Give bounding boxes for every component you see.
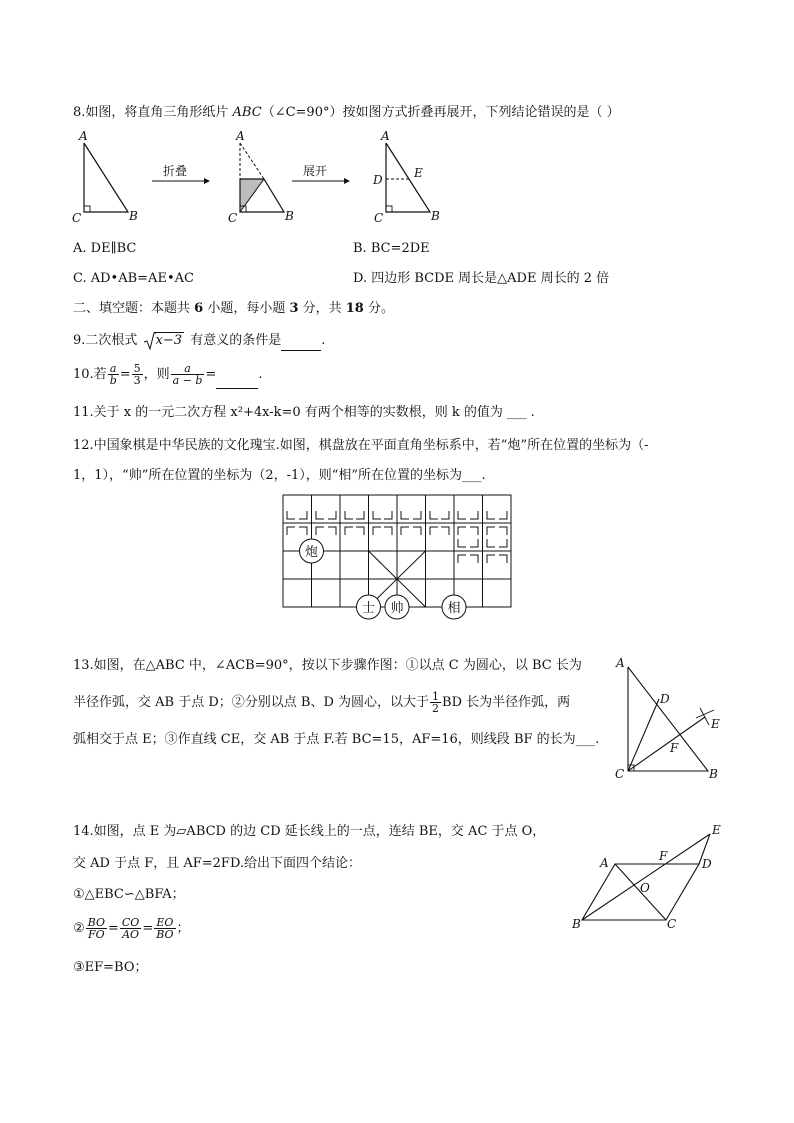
q8-arrow-unfold — [292, 164, 350, 184]
q8-arrow-fold — [152, 163, 210, 184]
q10-frac1-num: a — [108, 363, 119, 375]
q8-label-D3: D — [373, 173, 383, 187]
q14-label-O: O — [640, 881, 650, 895]
q14-f2-num: CO — [121, 916, 140, 929]
q13-label-C: C — [615, 767, 625, 781]
q8-label-E3: E — [414, 166, 423, 180]
q12-line2: 1，1），“帅”所在位置的坐标为（2，-1），则“相”所在位置的坐标为___. — [73, 468, 486, 483]
q14-f3-num: EO — [154, 917, 175, 929]
q10-frac-5-3 — [132, 363, 143, 386]
q12-piece-pao-label: 炮 — [304, 545, 319, 560]
q12-piece-xiang — [442, 595, 466, 619]
q12-piece-xiang-label: 相 — [447, 601, 461, 616]
q12-chessboard — [283, 495, 513, 620]
section-2-mid1: 小题，每小题 — [203, 301, 290, 316]
q10-eq2: = — [205, 367, 217, 382]
q14-label-B: B — [572, 917, 581, 931]
q14-label-D: D — [702, 857, 712, 871]
q14-label-A: A — [600, 856, 609, 870]
q12-piece-shuai-label: 帅 — [390, 601, 404, 616]
q12-line1: 12.中国象棋是中华民族的文化瑰宝.如图，棋盘放在平面直角坐标系中，若“炮”所在位置的坐标为（- — [73, 438, 649, 453]
q8-triangle-original — [72, 129, 138, 225]
q8-label-C1: C — [72, 211, 82, 225]
q9-suffix: 有意义的条件是 — [190, 333, 282, 348]
q10-frac3-den: a − b — [172, 374, 203, 387]
q11: 11.关于 x 的一元二次方程 x²+4x-k=0 有两个相等的实数根，则 k 的值为 ___ . — [73, 405, 535, 420]
q12-piece-shuai — [385, 595, 409, 619]
section-2-mid2: 分，共 — [298, 301, 346, 316]
q8-label-C2: C — [228, 211, 238, 225]
q10-mid: ，则 — [143, 367, 170, 382]
q14-label-F: F — [659, 849, 668, 863]
q10-frac1-den: b — [109, 374, 117, 387]
q10-frac2-num: 5 — [133, 362, 141, 375]
q14-label-C: C — [667, 917, 677, 931]
section-2-head: 二、填空题：本题共 — [73, 301, 195, 316]
q8-label-A2: A — [236, 129, 245, 143]
q14-conclusion-1: ①△EBC∽△BFA； — [73, 887, 185, 902]
q8-option-b: B. BC=2DE — [353, 241, 430, 256]
q8-stem — [73, 104, 620, 122]
q10 — [73, 362, 263, 389]
q13-line3: 弧相交于点 E；③作直线 CE，交 AB 于点 F.若 BC=15，AF=16，则线段 BF 的长为___. — [73, 732, 600, 747]
q8-label-B3: B — [431, 209, 440, 223]
q8-triangle-folded — [228, 129, 294, 225]
section-2-tail: 分。 — [363, 301, 394, 316]
q13-line1: 13.如图，在△ABC 中，∠ACB=90°，按以下步骤作图：①以点 C 为圆心，以 BC 长为 — [73, 658, 582, 673]
q8-label-A1: A — [79, 129, 88, 143]
q8-arrow-unfold-label: 展开 — [303, 164, 328, 178]
section-2-count: 6 — [194, 301, 204, 316]
q13-half — [430, 691, 441, 714]
q13-figure — [608, 655, 738, 785]
q9-radicand: x−3 — [155, 333, 183, 348]
q8-label-B2: B — [285, 209, 294, 223]
q14-f1-den: FO — [87, 928, 105, 941]
q8-option-a: A. DE∥BC — [73, 241, 137, 256]
q14-c2-mark: ② — [73, 921, 85, 936]
q8-option-c: C. AD•AB=AE•AC — [73, 271, 194, 286]
section-2-total: 18 — [345, 301, 364, 316]
q14-frac-co-ao — [120, 917, 141, 940]
q13-half-den: 2 — [432, 702, 440, 715]
q8-label-A3: A — [381, 129, 390, 143]
q10-frac2-den: 3 — [133, 374, 141, 387]
q9-prefix: 9.二次根式 — [73, 333, 138, 348]
q14-f3-den: BO — [156, 928, 174, 941]
q10-frac-target — [171, 363, 205, 386]
q8-triangle-name: ABC — [232, 105, 262, 120]
q14-eq1: = — [107, 921, 119, 936]
q9 — [73, 332, 325, 351]
q14-conclusion-3: ③EF=BO； — [73, 960, 148, 975]
q12-piece-pao — [300, 539, 324, 563]
q14-c2-end: ； — [176, 921, 190, 936]
q14-label-E: E — [712, 823, 721, 837]
q10-prefix: 10.若 — [73, 367, 107, 382]
q8-paren: （∠C=90°） — [261, 105, 343, 120]
q14-line1: 14.如图，点 E 为▱ABCD 的边 CD 延长线上的一点，连结 BE，交 AC 于点 O， — [73, 824, 546, 839]
q13-label-E: E — [711, 717, 720, 731]
q9-blank — [281, 332, 321, 351]
q10-end: . — [258, 367, 263, 382]
q8-label-B1: B — [129, 209, 138, 223]
q14-frac-eo-bo — [154, 917, 175, 940]
q8-triangle-unfolded — [372, 129, 440, 225]
q9-radical — [144, 332, 185, 350]
section-2-header — [73, 300, 394, 318]
q14-f2-den: AO — [122, 928, 140, 941]
q10-eq1: = — [119, 367, 131, 382]
q10-blank — [216, 362, 258, 389]
q8-prefix: 8.如图，将直角三角形纸片 — [73, 105, 233, 120]
q13-line2b: BD 长为半径作弧，两 — [442, 695, 571, 710]
q13-label-A: A — [616, 656, 625, 670]
q14-frac-bo-fo — [86, 917, 107, 940]
q9-end: . — [321, 333, 326, 348]
q13-half-num: 1 — [432, 690, 440, 703]
q8-arrow-fold-label: 折叠 — [163, 164, 188, 178]
q12-piece-shi-label: 士 — [361, 601, 376, 616]
q13-label-D: D — [660, 692, 670, 706]
q12-piece-shi — [357, 595, 381, 619]
q8-suffix: 按如图方式折叠再展开，下列结论错误的是（ ） — [342, 105, 620, 120]
section-2-points-each: 3 — [289, 301, 299, 316]
q14-figure — [568, 822, 738, 937]
q13-line2a: 半径作弧，交 AB 于点 D；②分别以点 B、D 为圆心，以大于 — [73, 695, 430, 710]
q13-label-B: B — [709, 767, 718, 781]
q10-frac-a-b — [108, 363, 119, 386]
q14-f1-num: BO — [87, 916, 105, 929]
q8-figure — [60, 128, 460, 228]
q14-line2: 交 AD 于点 F，且 AF=2FD.给出下面四个结论： — [73, 856, 362, 871]
q13-line2 — [73, 690, 570, 716]
q8-option-d: D. 四边形 BCDE 周长是△ADE 周长的 2 倍 — [353, 271, 610, 286]
q14-eq2: = — [142, 921, 154, 936]
q13-label-F: F — [670, 741, 679, 755]
q14-conclusion-2 — [73, 914, 190, 944]
q8-label-C3: C — [374, 211, 384, 225]
q10-frac3-num: a — [171, 363, 205, 375]
